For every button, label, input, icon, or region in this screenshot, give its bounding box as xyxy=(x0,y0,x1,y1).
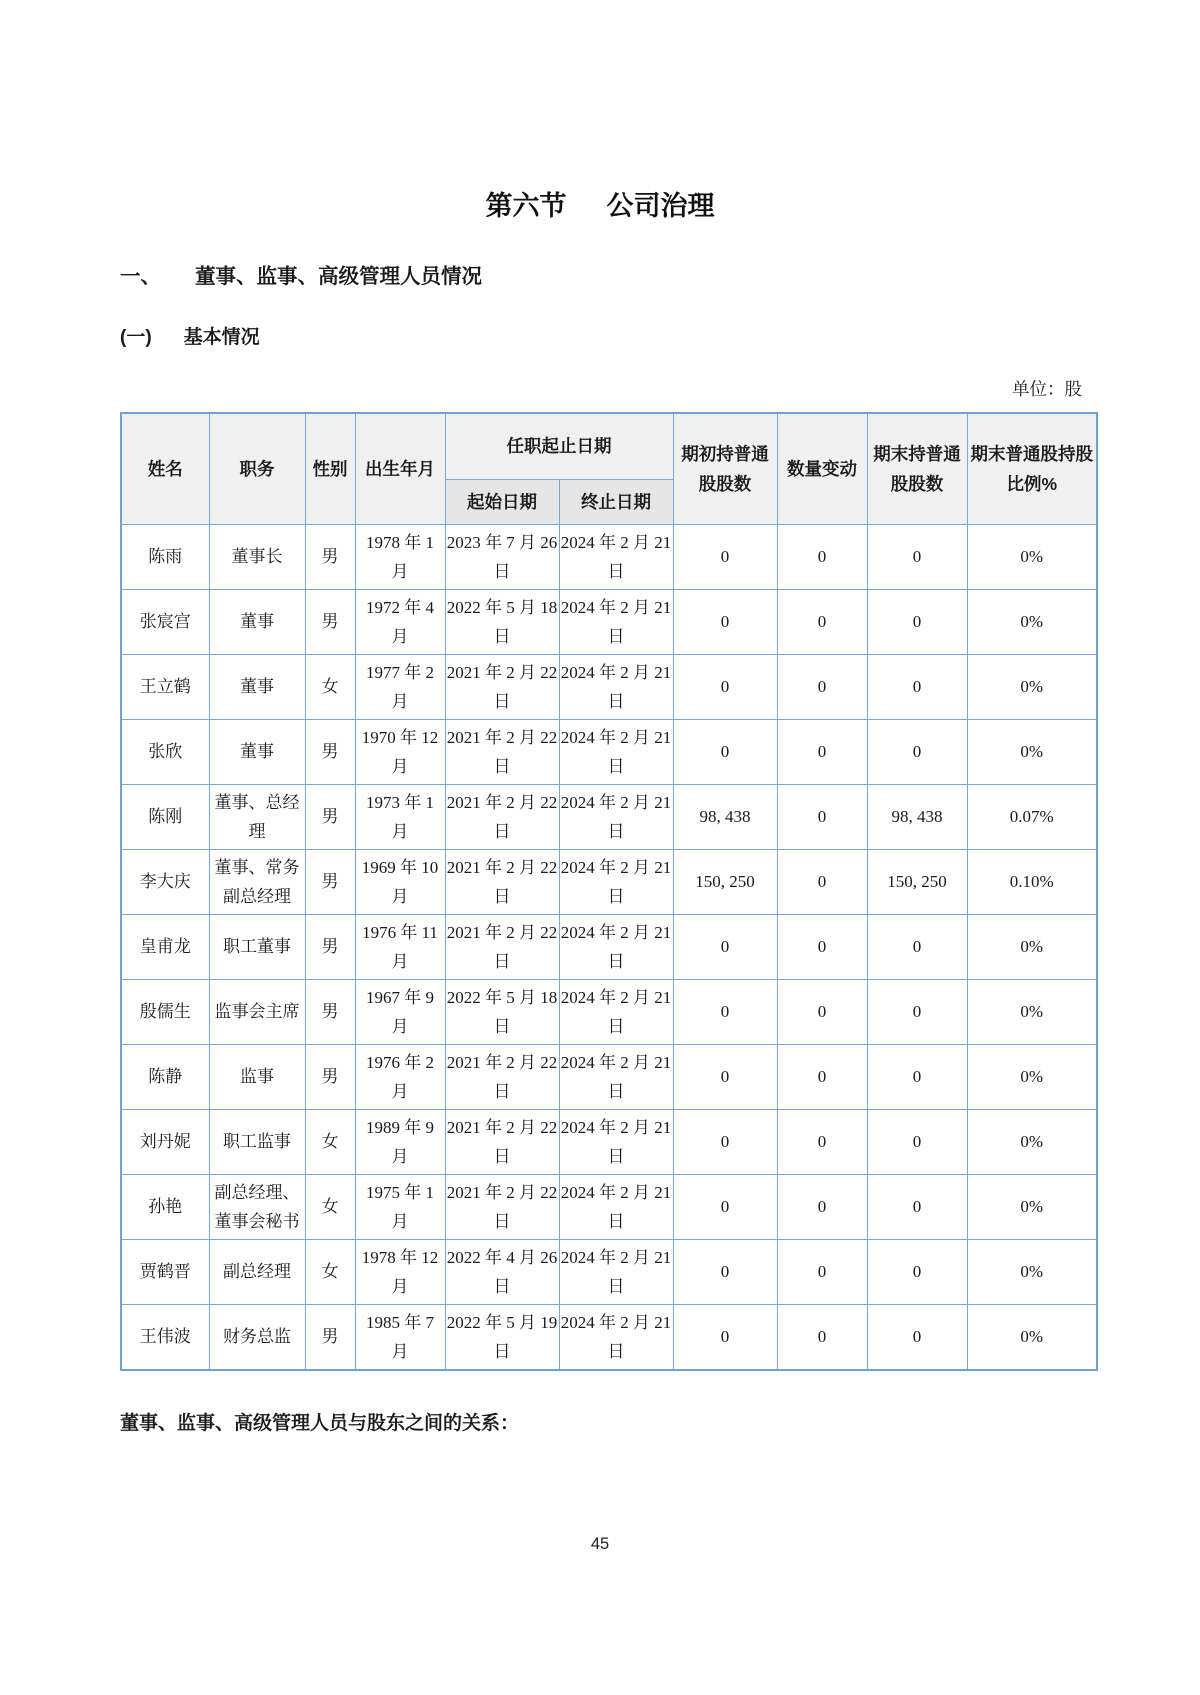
cell-term-end: 2024 年 2 月 21 日 xyxy=(559,979,673,1044)
cell-gender: 女 xyxy=(305,1239,355,1304)
cell-position: 监事会主席 xyxy=(209,979,305,1044)
cell-birth: 1985 年 7 月 xyxy=(355,1304,445,1370)
cell-shares-end: 98, 438 xyxy=(867,784,967,849)
page-number: 45 xyxy=(590,1535,610,1553)
unit-note: 单位：股 xyxy=(1012,379,1082,399)
heading-management-text: 董事、监事、高级管理人员情况 xyxy=(195,265,482,288)
cell-ratio: 0% xyxy=(967,979,1097,1044)
cell-shares-end: 0 xyxy=(867,719,967,784)
cell-gender: 女 xyxy=(305,1109,355,1174)
table-row xyxy=(121,1109,1097,1174)
cell-shares-begin: 98, 438 xyxy=(673,784,777,849)
cell-term-end: 2024 年 2 月 21 日 xyxy=(559,914,673,979)
cell-birth: 1972 年 4 月 xyxy=(355,589,445,654)
page-title-section-number: 第六节 xyxy=(485,191,567,221)
cell-shares-end: 0 xyxy=(867,1044,967,1109)
col-header-name: 姓名 xyxy=(121,413,209,524)
cell-shares-begin: 0 xyxy=(673,914,777,979)
cell-name: 王立鹤 xyxy=(121,654,209,719)
cell-term-end: 2024 年 2 月 21 日 xyxy=(559,524,673,589)
cell-position: 董事 xyxy=(209,589,305,654)
cell-term-start: 2021 年 2 月 22 日 xyxy=(445,654,559,719)
cell-birth: 1989 年 9 月 xyxy=(355,1109,445,1174)
table-row xyxy=(121,654,1097,719)
cell-term-end: 2024 年 2 月 21 日 xyxy=(559,784,673,849)
cell-term-start: 2021 年 2 月 22 日 xyxy=(445,719,559,784)
cell-change: 0 xyxy=(777,654,867,719)
table-row xyxy=(121,979,1097,1044)
cell-shares-end: 0 xyxy=(867,1174,967,1239)
cell-shares-begin: 0 xyxy=(673,1109,777,1174)
cell-name: 张宸宫 xyxy=(121,589,209,654)
cell-name: 张欣 xyxy=(121,719,209,784)
cell-position: 董事 xyxy=(209,719,305,784)
cell-birth: 1978 年 12 月 xyxy=(355,1239,445,1304)
cell-birth: 1975 年 1 月 xyxy=(355,1174,445,1239)
cell-term-start: 2022 年 5 月 18 日 xyxy=(445,979,559,1044)
cell-shares-begin: 0 xyxy=(673,654,777,719)
cell-ratio: 0% xyxy=(967,1304,1097,1370)
cell-shares-begin: 150, 250 xyxy=(673,849,777,914)
cell-term-start: 2021 年 2 月 22 日 xyxy=(445,914,559,979)
cell-term-start: 2021 年 2 月 22 日 xyxy=(445,1044,559,1109)
col-header-position: 职务 xyxy=(209,413,305,524)
cell-change: 0 xyxy=(777,1174,867,1239)
cell-name: 贾鹤晋 xyxy=(121,1239,209,1304)
cell-birth: 1978 年 1 月 xyxy=(355,524,445,589)
cell-change: 0 xyxy=(777,1239,867,1304)
cell-term-start: 2023 年 7 月 26 日 xyxy=(445,524,559,589)
table-header xyxy=(121,413,1097,524)
cell-name: 孙艳 xyxy=(121,1174,209,1239)
cell-term-end: 2024 年 2 月 21 日 xyxy=(559,1239,673,1304)
cell-gender: 女 xyxy=(305,654,355,719)
table-row xyxy=(121,1044,1097,1109)
cell-name: 陈刚 xyxy=(121,784,209,849)
heading-basic-text: 基本情况 xyxy=(183,327,260,348)
col-header-term-start: 起始日期 xyxy=(445,479,559,524)
cell-term-start: 2022 年 5 月 19 日 xyxy=(445,1304,559,1370)
cell-shares-end: 0 xyxy=(867,914,967,979)
cell-ratio: 0% xyxy=(967,1109,1097,1174)
cell-shares-begin: 0 xyxy=(673,1304,777,1370)
cell-change: 0 xyxy=(777,1304,867,1370)
cell-shares-begin: 0 xyxy=(673,1239,777,1304)
cell-name: 皇甫龙 xyxy=(121,914,209,979)
cell-gender: 男 xyxy=(305,914,355,979)
cell-gender: 男 xyxy=(305,524,355,589)
table-body xyxy=(121,524,1097,1370)
cell-shares-end: 0 xyxy=(867,524,967,589)
table-row xyxy=(121,719,1097,784)
col-header-gender: 性别 xyxy=(305,413,355,524)
cell-position: 副总经理、董事会秘书 xyxy=(209,1174,305,1239)
cell-term-end: 2024 年 2 月 21 日 xyxy=(559,1174,673,1239)
cell-shares-begin: 0 xyxy=(673,524,777,589)
cell-ratio: 0.10% xyxy=(967,849,1097,914)
cell-ratio: 0% xyxy=(967,719,1097,784)
cell-shares-begin: 0 xyxy=(673,979,777,1044)
cell-birth: 1967 年 9 月 xyxy=(355,979,445,1044)
cell-change: 0 xyxy=(777,589,867,654)
table-row xyxy=(121,589,1097,654)
col-header-birth: 出生年月 xyxy=(355,413,445,524)
cell-position: 董事 xyxy=(209,654,305,719)
cell-change: 0 xyxy=(777,914,867,979)
relations-note: 董事、监事、高级管理人员与股东之间的关系： xyxy=(120,1412,520,1434)
cell-term-end: 2024 年 2 月 21 日 xyxy=(559,654,673,719)
page-title-text: 公司治理 xyxy=(606,191,715,221)
col-header-ratio: 期末普通股持股比例% xyxy=(967,413,1097,524)
cell-ratio: 0% xyxy=(967,914,1097,979)
table-row xyxy=(121,914,1097,979)
cell-change: 0 xyxy=(777,1109,867,1174)
cell-ratio: 0% xyxy=(967,654,1097,719)
col-header-change: 数量变动 xyxy=(777,413,867,524)
cell-change: 0 xyxy=(777,524,867,589)
cell-birth: 1970 年 12 月 xyxy=(355,719,445,784)
cell-shares-begin: 0 xyxy=(673,719,777,784)
page-title xyxy=(0,0,1200,222)
col-header-shares-end: 期末持普通股股数 xyxy=(867,413,967,524)
col-header-term: 任职起止日期 xyxy=(445,413,673,479)
cell-term-end: 2024 年 2 月 21 日 xyxy=(559,1109,673,1174)
cell-term-start: 2021 年 2 月 22 日 xyxy=(445,1109,559,1174)
cell-term-start: 2021 年 2 月 22 日 xyxy=(445,1174,559,1239)
cell-change: 0 xyxy=(777,784,867,849)
cell-name: 陈静 xyxy=(121,1044,209,1109)
cell-shares-end: 0 xyxy=(867,654,967,719)
cell-birth: 1973 年 1 月 xyxy=(355,784,445,849)
cell-change: 0 xyxy=(777,719,867,784)
cell-birth: 1977 年 2 月 xyxy=(355,654,445,719)
cell-position: 职工董事 xyxy=(209,914,305,979)
cell-ratio: 0% xyxy=(967,589,1097,654)
table-row xyxy=(121,1239,1097,1304)
cell-change: 0 xyxy=(777,849,867,914)
cell-gender: 男 xyxy=(305,784,355,849)
cell-position: 副总经理 xyxy=(209,1239,305,1304)
table-row xyxy=(121,849,1097,914)
cell-name: 陈雨 xyxy=(121,524,209,589)
cell-position: 董事、常务副总经理 xyxy=(209,849,305,914)
cell-shares-end: 0 xyxy=(867,1239,967,1304)
heading-management-number: 一、 xyxy=(120,265,161,288)
cell-gender: 男 xyxy=(305,1044,355,1109)
cell-name: 王伟波 xyxy=(121,1304,209,1370)
heading-basic-number: (一) xyxy=(120,327,152,348)
col-header-term-end: 终止日期 xyxy=(559,479,673,524)
cell-gender: 女 xyxy=(305,1174,355,1239)
table-row xyxy=(121,524,1097,589)
cell-shares-end: 0 xyxy=(867,979,967,1044)
col-header-shares-begin: 期初持普通股股数 xyxy=(673,413,777,524)
cell-term-end: 2024 年 2 月 21 日 xyxy=(559,1304,673,1370)
management-table xyxy=(120,412,1098,1371)
cell-position: 财务总监 xyxy=(209,1304,305,1370)
cell-gender: 男 xyxy=(305,849,355,914)
cell-change: 0 xyxy=(777,1044,867,1109)
cell-position: 职工监事 xyxy=(209,1109,305,1174)
cell-gender: 男 xyxy=(305,1304,355,1370)
cell-term-start: 2022 年 5 月 18 日 xyxy=(445,589,559,654)
cell-shares-end: 0 xyxy=(867,589,967,654)
cell-birth: 1976 年 11 月 xyxy=(355,914,445,979)
cell-term-start: 2022 年 4 月 26 日 xyxy=(445,1239,559,1304)
cell-birth: 1969 年 10 月 xyxy=(355,849,445,914)
cell-term-end: 2024 年 2 月 21 日 xyxy=(559,719,673,784)
cell-term-end: 2024 年 2 月 21 日 xyxy=(559,1044,673,1109)
cell-birth: 1976 年 2 月 xyxy=(355,1044,445,1109)
cell-term-start: 2021 年 2 月 22 日 xyxy=(445,784,559,849)
cell-gender: 男 xyxy=(305,589,355,654)
cell-ratio: 0% xyxy=(967,1174,1097,1239)
table-row xyxy=(121,784,1097,849)
cell-shares-begin: 0 xyxy=(673,1174,777,1239)
cell-name: 殷儒生 xyxy=(121,979,209,1044)
cell-change: 0 xyxy=(777,979,867,1044)
cell-ratio: 0.07% xyxy=(967,784,1097,849)
cell-name: 刘丹妮 xyxy=(121,1109,209,1174)
heading-basic-info xyxy=(120,326,1096,350)
cell-shares-end: 0 xyxy=(867,1109,967,1174)
cell-name: 李大庆 xyxy=(121,849,209,914)
cell-ratio: 0% xyxy=(967,524,1097,589)
table-row xyxy=(121,1304,1097,1370)
cell-shares-end: 0 xyxy=(867,1304,967,1370)
table-row xyxy=(121,1174,1097,1239)
cell-shares-begin: 0 xyxy=(673,589,777,654)
cell-shares-begin: 0 xyxy=(673,1044,777,1109)
cell-ratio: 0% xyxy=(967,1044,1097,1109)
cell-term-start: 2021 年 2 月 22 日 xyxy=(445,849,559,914)
cell-gender: 男 xyxy=(305,979,355,1044)
cell-shares-end: 150, 250 xyxy=(867,849,967,914)
cell-term-end: 2024 年 2 月 21 日 xyxy=(559,589,673,654)
cell-ratio: 0% xyxy=(967,1239,1097,1304)
cell-position: 监事 xyxy=(209,1044,305,1109)
cell-position: 董事长 xyxy=(209,524,305,589)
heading-management-overview xyxy=(120,264,1096,290)
cell-position: 董事、总经理 xyxy=(209,784,305,849)
cell-term-end: 2024 年 2 月 21 日 xyxy=(559,849,673,914)
cell-gender: 男 xyxy=(305,719,355,784)
